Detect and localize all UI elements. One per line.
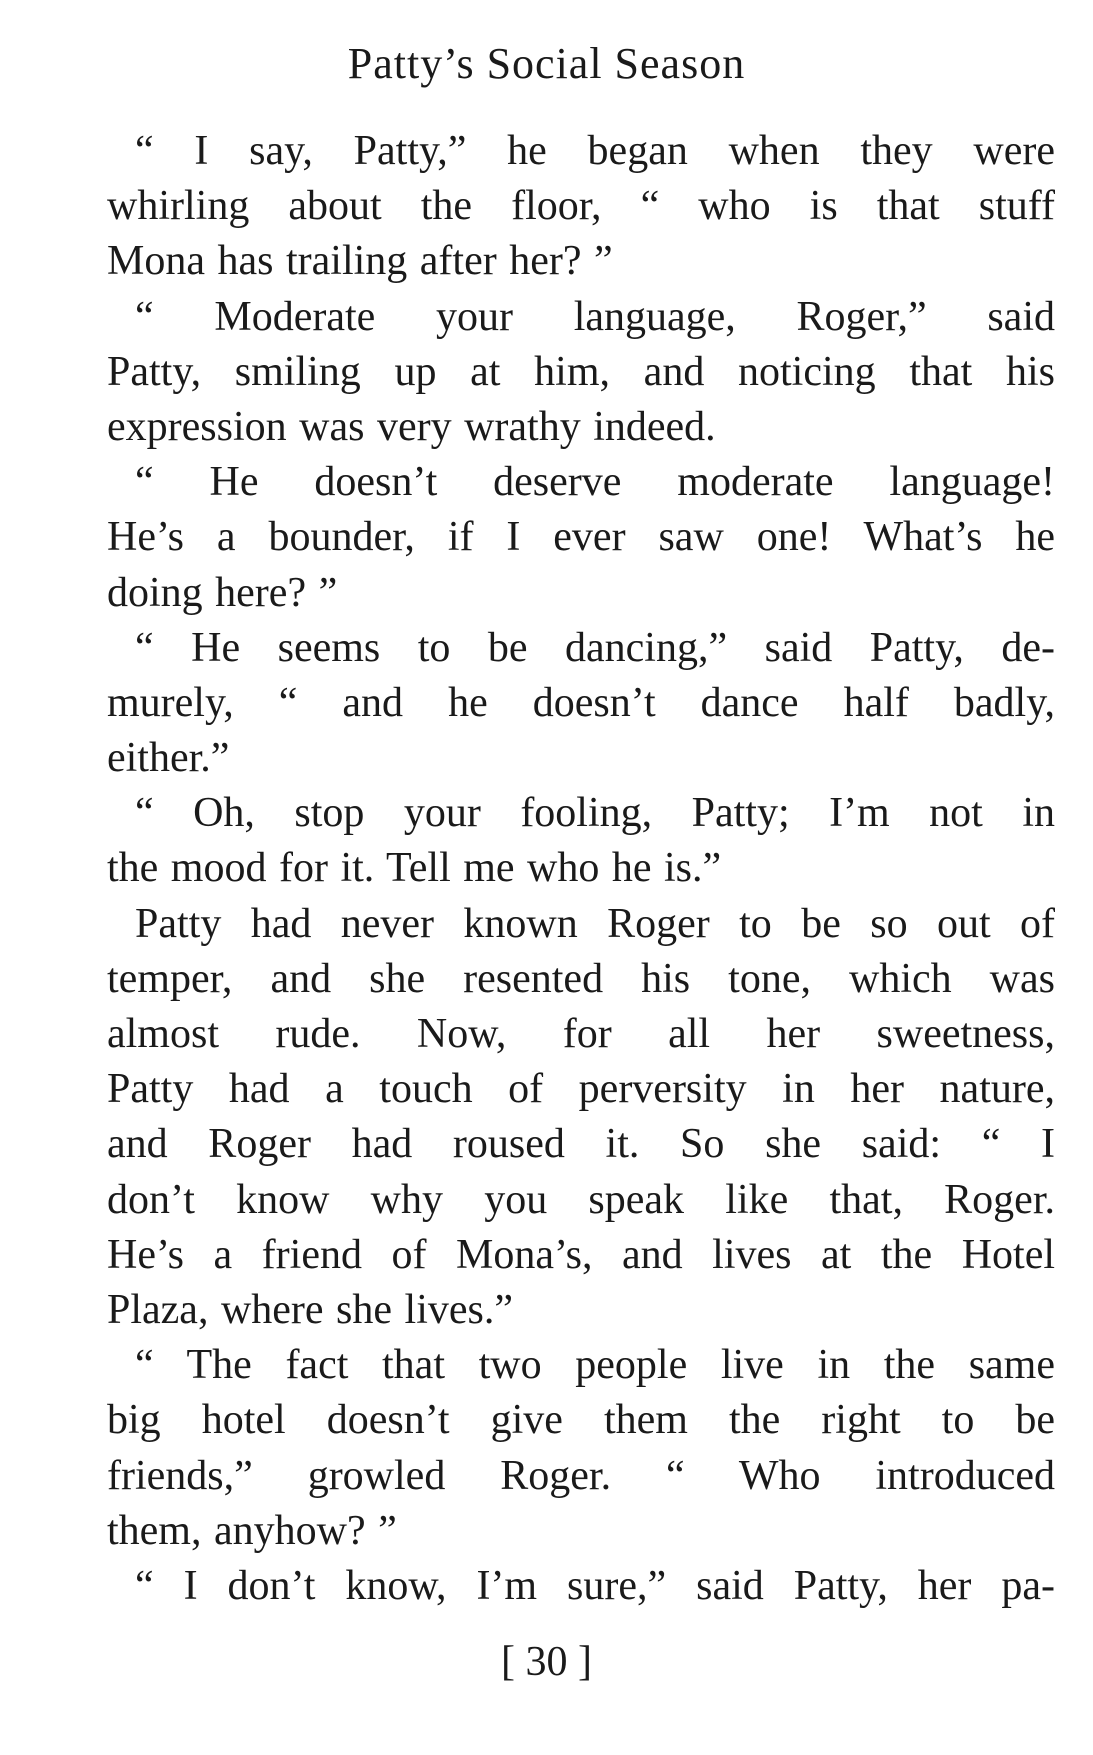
body-text <box>107 124 1055 1614</box>
text-line: doing here? ” <box>107 569 338 616</box>
text-line: big hotel doesn’t give them the right to be <box>107 1397 1055 1444</box>
text-line: “ I don’t know, I’m sure,” said Patty, her pa- <box>135 1562 1055 1609</box>
text-line: He’s a friend of Mona’s, and lives at the Hotel <box>107 1231 1055 1278</box>
text-line: “ Moderate your language, Roger,” said <box>135 293 1055 340</box>
text-line: the mood for it. Tell me who he is.” <box>107 845 722 892</box>
text-line: almost rude. Now, for all her sweetness, <box>107 1011 1055 1057</box>
text-line: Patty, smiling up at him, and noticing that his <box>107 348 1055 395</box>
text-line: don’t know why you speak like that, Roger. <box>107 1176 1055 1223</box>
text-line: “ Oh, stop your fooling, Patty; I’m not in <box>135 790 1055 837</box>
running-head: Patty’s Social Season <box>347 39 746 88</box>
text-line: Patty had never known Roger to be so out of <box>135 900 1055 947</box>
text-line: whirling about the floor, “ who is that stuff <box>107 183 1055 230</box>
page-number: [ 30 ] <box>501 1639 592 1685</box>
text-line: temper, and she resented his tone, which was <box>107 955 1055 1002</box>
text-line: expression was very wrathy indeed. <box>107 403 716 450</box>
text-line: “ The fact that two people live in the same <box>135 1342 1055 1389</box>
text-line: Patty had a touch of perversity in her nature, <box>107 1066 1055 1113</box>
text-line: either.” <box>107 735 230 782</box>
text-line: them, anyhow? ” <box>107 1507 397 1554</box>
text-line: Plaza, where she lives.” <box>107 1286 514 1333</box>
text-line: “ I say, Patty,” he began when they were <box>135 128 1055 174</box>
text-line: friends,” growled Roger. “ Who introduced <box>107 1452 1055 1499</box>
text-line: “ He seems to be dancing,” said Patty, de- <box>135 624 1055 671</box>
text-line: He’s a bounder, if I ever saw one! What’s he <box>107 514 1055 561</box>
text-line: Mona has trailing after her? ” <box>107 238 613 285</box>
text-line: “ He doesn’t deserve moderate language! <box>135 459 1055 506</box>
text-line: and Roger had roused it. So she said: “ I <box>107 1121 1055 1168</box>
text-line: murely, “ and he doesn’t dance half badly, <box>107 679 1055 726</box>
